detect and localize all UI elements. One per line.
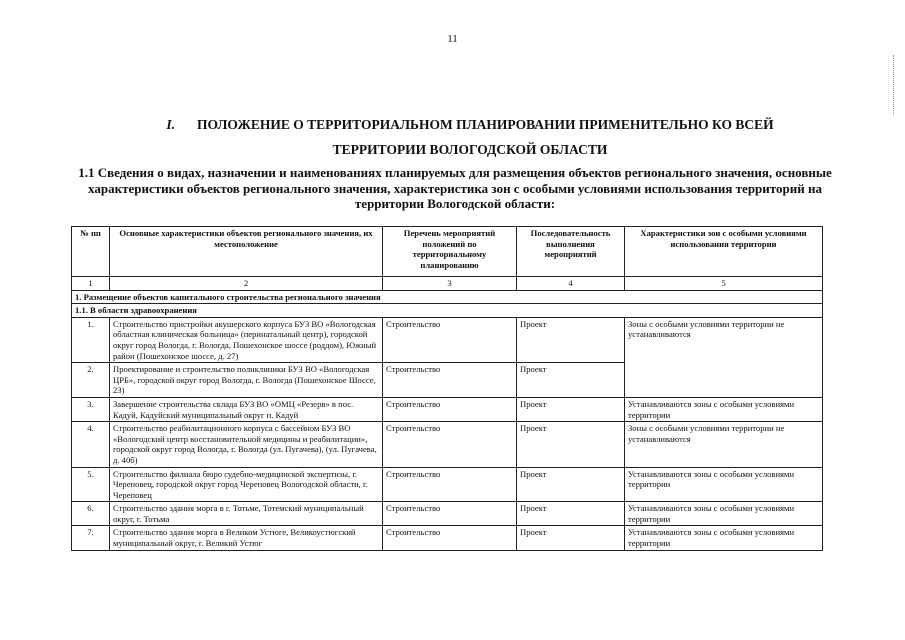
row-activity: Строительство [383, 526, 517, 550]
column-number: 4 [517, 277, 625, 291]
row-number: 4. [72, 422, 110, 467]
row-activity: Строительство [383, 363, 517, 398]
row-stage: Проект [517, 526, 625, 550]
header-object: Основные характеристики объектов регионального значения, их местоположение [110, 227, 383, 277]
row-object: Завершение строительства склада БУЗ ВО «ОМЦ «Резерв» в пос. Кадуй, Кадуйский муниципальный округ п. Кадуй [110, 397, 383, 421]
subsection-row [72, 304, 823, 318]
row-activity: Строительство [383, 422, 517, 467]
row-stage: Проект [517, 502, 625, 526]
row-number: 2. [72, 363, 110, 398]
row-activity: Строительство [383, 397, 517, 421]
row-number: 7. [72, 526, 110, 550]
row-stage: Проект [517, 397, 625, 421]
row-object: Строительство реабилитационного корпуса с бассейном БУЗ ВО «Вологодский центр восстановительной медицины и реабилитации», городской округ город Вологда, г. Вологда (ул. Пугачева), (ул. Пугачева, д. 40б) [110, 422, 383, 467]
header-zone: Характеристики зон с особыми условиями использования территории [625, 227, 823, 277]
table-row [72, 467, 823, 502]
row-zone: Устанавливаются зоны с особыми условиями территории [625, 526, 823, 550]
row-number: 3. [72, 397, 110, 421]
row-zone: Устанавливаются зоны с особыми условиями территории [625, 397, 823, 421]
row-stage: Проект [517, 317, 625, 362]
table-row [72, 502, 823, 526]
table-row [72, 422, 823, 467]
row-zone: Устанавливаются зоны с особыми условиями территории [625, 502, 823, 526]
row-number: 6. [72, 502, 110, 526]
row-zone: Зоны с особыми условиями территории не устанавливаются [625, 422, 823, 467]
row-activity: Строительство [383, 502, 517, 526]
table-row [72, 317, 823, 362]
row-object: Строительство филиала бюро судебно-медицинской экспертизы, г. Череповец, городской округ город Череповец Вологодской области, г. Череповец [110, 467, 383, 502]
column-number: 3 [383, 277, 517, 291]
column-number: 5 [625, 277, 823, 291]
row-stage: Проект [517, 363, 625, 398]
row-object: Проектирование и строительство поликлиники БУЗ ВО «Вологодская ЦРБ», городской округ город Вологда, г. Вологда (Пошехонское Шоссе, 23) [110, 363, 383, 398]
row-zone: Зоны с особыми условиями территории не устанавливаются [625, 317, 823, 397]
table-row [72, 397, 823, 421]
column-number: 2 [110, 277, 383, 291]
row-zone: Устанавливаются зоны с особыми условиями территории [625, 467, 823, 502]
row-activity: Строительство [383, 467, 517, 502]
section-title-line1: ПОЛОЖЕНИЕ О ТЕРРИТОРИАЛЬНОМ ПЛАНИРОВАНИИ ПРИМЕНИТЕЛЬНО КО ВСЕЙ [197, 117, 774, 132]
row-number: 1. [72, 317, 110, 362]
header-stage: Последовательность выполнения мероприятий [517, 227, 625, 277]
table-header-row [72, 227, 823, 277]
margin-scan-mark [893, 55, 898, 115]
section-heading [40, 116, 900, 134]
column-number: 1 [72, 277, 110, 291]
section-row [72, 290, 823, 304]
row-activity: Строительство [383, 317, 517, 362]
page-number: 11 [447, 33, 458, 45]
subsection-heading: 1.1 Сведения о видах, назначении и наименованиях планируемых для размещения объектов регионального значения, основные характеристики объектов регионального значения, характеристика зон с особыми условиями использования территорий на территории Вологодской области: [78, 165, 832, 211]
table-row [72, 526, 823, 550]
planning-table [71, 226, 823, 551]
row-object: Строительство здания морга в Великом Устюге, Великоустюгский муниципальный округ, г. Великий Устюг [110, 526, 383, 550]
section-title-line2: ТЕРРИТОРИИ ВОЛОГОДСКОЙ ОБЛАСТИ [332, 142, 608, 157]
row-stage: Проект [517, 422, 625, 467]
row-object: Строительство здания морга в г. Тотьме, Тотемский муниципальный округ, г. Тотьма [110, 502, 383, 526]
row-number: 5. [72, 467, 110, 502]
header-activity: Перечень мероприятий положений по территориальному планированию [383, 227, 517, 277]
subsection-label: 1.1. В области здравоохранения [72, 304, 823, 318]
header-number: № пп [72, 227, 110, 277]
row-stage: Проект [517, 467, 625, 502]
column-number-row [72, 277, 823, 291]
section-number: I. [166, 117, 175, 132]
section-label: 1. Размещение объектов капитального строительства регионального значения [72, 290, 823, 304]
row-object: Строительство пристройки акушерского корпуса БУЗ ВО «Вологодская областная клиническая больница» (перинатальный центр), городской округ город Вологда, г. Вологда, Пошехонское шоссе (роддом), Южный район (Пошехонское шоссе, д. 27) [110, 317, 383, 362]
